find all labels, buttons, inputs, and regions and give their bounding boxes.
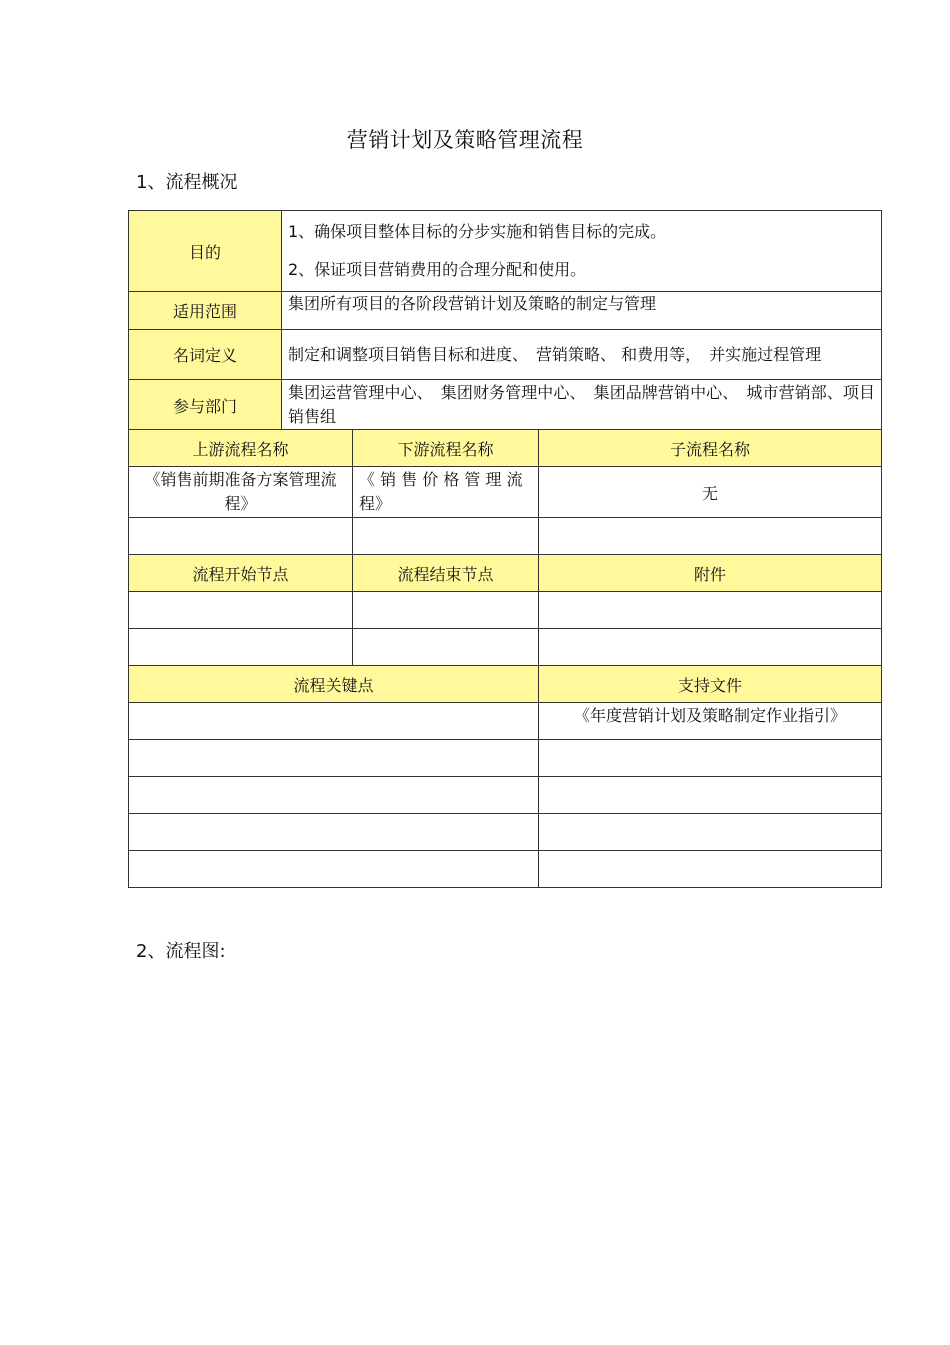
table-row [129,330,882,380]
key-points-header: 流程关键点 [129,666,539,703]
table-row [129,380,882,431]
scope-label: 适用范围 [129,292,282,330]
definition-text: 制定和调整项目销售目标和进度、 营销策略、 和费用等， 并实施过程管理 [282,330,882,380]
start-node-header: 流程开始节点 [129,555,353,592]
goal-cell [282,211,882,292]
table-row [129,814,882,851]
upstream-header: 上游流程名称 [129,430,353,467]
downstream-process: 《 销 售 价 格 管 理 流 程》 [353,467,539,518]
definition-label: 名词定义 [129,330,282,380]
table-row [129,740,882,777]
subprocess-value: 无 [539,467,882,518]
departments-text: 集团运营管理中心、 集团财务管理中心、 集团品牌营销中心、 城市营销部、项目销售组 [282,380,882,431]
table-row [129,467,882,518]
table-row [129,851,882,888]
table-row [129,430,882,467]
table-row [129,555,882,592]
empty-cell [539,851,882,888]
table-row [129,703,882,740]
end-node-header: 流程结束节点 [353,555,539,592]
empty-cell [129,703,539,740]
empty-cell [539,777,882,814]
section-heading-flowchart: 2、流程图: [136,941,226,962]
scope-text: 集团所有项目的各阶段营销计划及策略的制定与管理 [282,292,882,330]
table-row [129,666,882,703]
empty-cell [129,851,539,888]
table-row [129,592,882,629]
goal-item-1: 1、确保项目整体目标的分步实施和销售目标的完成。 [288,222,667,241]
empty-cell [129,740,539,777]
empty-cell [129,592,353,629]
empty-cell [129,777,539,814]
attachment-header: 附件 [539,555,882,592]
empty-cell [353,592,539,629]
table-row [129,777,882,814]
page-title: 营销计划及策略管理流程 [346,128,584,152]
empty-cell [539,740,882,777]
goal-label: 目的 [129,211,282,292]
empty-cell [353,518,539,555]
empty-cell [129,518,353,555]
empty-cell [539,629,882,666]
empty-cell [129,814,539,851]
overview-table [128,210,882,431]
support-docs-header: 支持文件 [539,666,882,703]
subprocess-header: 子流程名称 [539,430,882,467]
downstream-header: 下游流程名称 [353,430,539,467]
empty-cell [129,629,353,666]
table-row [129,211,882,292]
upstream-process: 《销售前期准备方案管理流程》 [129,467,353,518]
table-row [129,518,882,555]
process-table [128,429,882,888]
table-row [129,629,882,666]
empty-cell [539,814,882,851]
empty-cell [353,629,539,666]
empty-cell [539,592,882,629]
goal-item-2: 2、保证项目营销费用的合理分配和使用。 [288,260,587,279]
support-doc: 《年度营销计划及策略制定作业指引》 [539,703,882,740]
empty-cell [539,518,882,555]
table-row [129,292,882,330]
section-heading-overview: 1、流程概况 [136,172,238,193]
departments-label: 参与部门 [129,380,282,431]
